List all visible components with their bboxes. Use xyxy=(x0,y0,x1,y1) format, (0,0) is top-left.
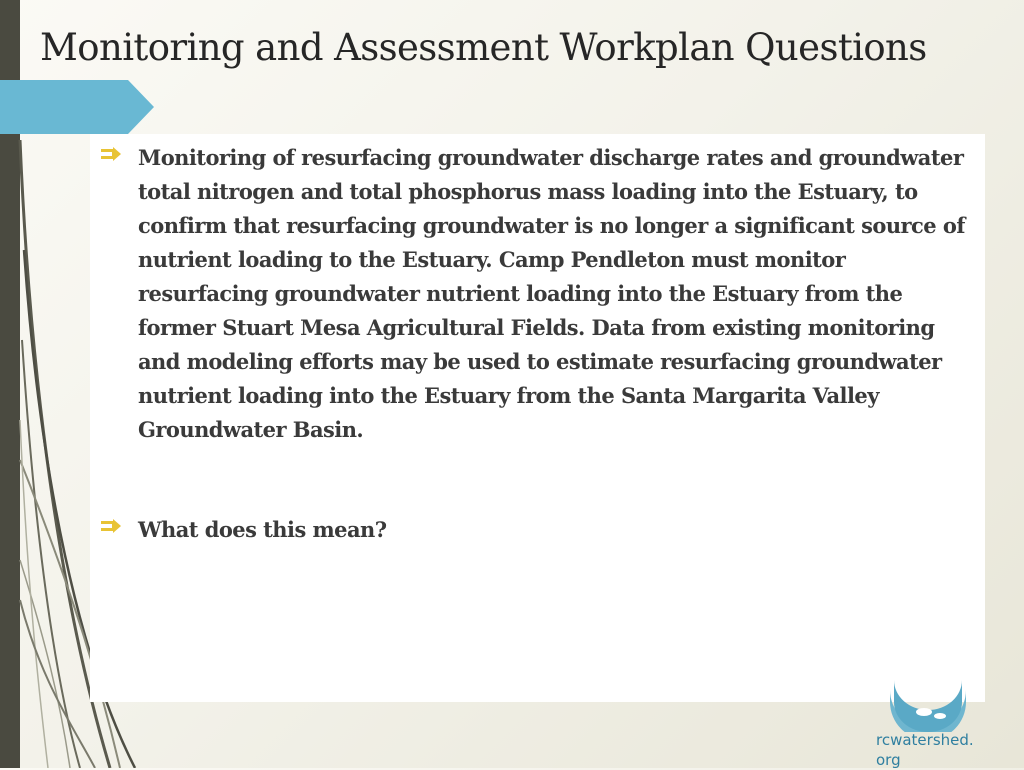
bullet-text: What does this mean? xyxy=(138,517,387,542)
bullet-item-2 xyxy=(100,513,970,547)
arrow-bullet-icon xyxy=(100,519,122,533)
watershed-logo-icon xyxy=(888,680,968,732)
content-area xyxy=(90,134,985,702)
arrow-bullet-icon xyxy=(100,147,122,161)
logo-text-line-2: org xyxy=(876,751,901,769)
logo-text-line-1: rcwatershed. xyxy=(876,731,974,749)
logo-website-text xyxy=(876,730,996,770)
accent-tab-shape xyxy=(0,80,154,134)
bullet-text: Monitoring of resurfacing groundwater discharge rates and groundwater total nitrogen and total phosphorus mass loading into the Estuary, to confirm that resurfacing groundwater is no longer a significant source of nutrient loading to the Estuary. Camp Pendleton must monitor resurfacing groundwater nutrient loading into the Estuary from the former Stuart Mesa Agricultural Fields. Data from existing monitoring and modeling efforts may be used to estimate resurfacing groundwater nutrient loading into the Estuary from the Santa Margarita Valley Groundwater Basin. xyxy=(138,145,965,442)
slide-title: Monitoring and Assessment Workplan Questions xyxy=(40,26,927,69)
bullet-item-1 xyxy=(100,141,970,447)
